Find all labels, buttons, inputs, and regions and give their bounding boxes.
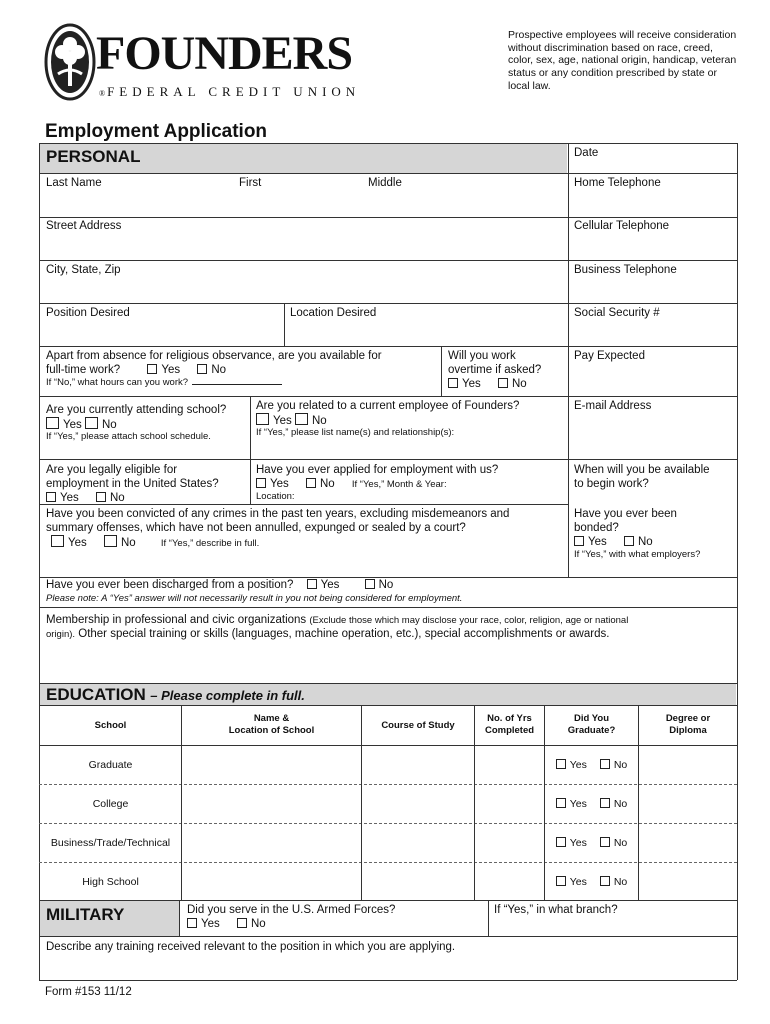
discharged-no-label: No: [378, 579, 394, 591]
related-note: If “Yes,” please list name(s) and relationship(s):: [256, 427, 455, 438]
highschool-years-field[interactable]: [475, 863, 543, 899]
fulltime-question: [46, 349, 382, 377]
checkbox-icon: [85, 417, 98, 429]
training-label: Describe any training received relevant to the position in which you are applying.: [46, 941, 456, 953]
applied-yes[interactable]: [256, 478, 289, 490]
last-name-label: Last Name: [46, 177, 102, 189]
bonded-yes-label: Yes: [588, 536, 607, 548]
crime-yes[interactable]: [51, 537, 87, 549]
school-question-text: Are you currently attending school?: [46, 404, 227, 416]
overtime-no-label: No: [511, 378, 527, 390]
applied-question-text: Have you ever applied for employment with us?: [256, 464, 499, 476]
graduate-yes[interactable]: [556, 759, 587, 771]
available-question-line2: to begin work?: [574, 478, 649, 490]
discharged-yes[interactable]: [307, 579, 340, 591]
eligible-yes[interactable]: [46, 492, 79, 504]
crime-no-label: No: [120, 537, 136, 549]
business-graduated-options: [545, 837, 638, 849]
school-yes-label: Yes: [63, 419, 82, 431]
membership-text-b: (Exclude those which may disclose your race, color, religion, age or national: [309, 615, 629, 626]
col-degree-header-line2: Diploma: [669, 725, 707, 736]
applied-location-label: Location:: [256, 491, 295, 502]
col-degree-header-line1: Degree or: [665, 713, 711, 724]
discharged-question: [46, 578, 393, 592]
street-address-field[interactable]: [40, 234, 567, 259]
checkbox-icon: [306, 478, 316, 488]
highschool-no[interactable]: [600, 876, 627, 888]
checkbox-icon: [600, 759, 610, 769]
overtime-no[interactable]: [498, 378, 527, 390]
checkbox-icon: [46, 417, 59, 429]
fulltime-yes-label: Yes: [161, 364, 181, 376]
college-no-label: No: [613, 798, 628, 810]
overtime-question-line1: Will you work: [448, 350, 516, 362]
eeo-notice: Prospective employees will receive consideration without discrimination based on race, creed, color, sex, age, national origin, handicap, veteran status or any condition prescribed by state or local law.: [508, 29, 737, 92]
checkbox-icon: [448, 378, 458, 388]
business-name-location-field[interactable]: [182, 824, 360, 861]
skills-label: [46, 627, 609, 641]
eligible-no[interactable]: [96, 492, 125, 504]
home-telephone-field[interactable]: [569, 191, 735, 216]
military-section-heading: MILITARY: [46, 905, 125, 924]
position-desired-label: Position Desired: [46, 307, 130, 319]
college-graduated-options: [545, 798, 638, 810]
school-no[interactable]: [85, 419, 117, 431]
graduate-no-label: No: [613, 759, 628, 771]
email-label: E-mail Address: [574, 400, 652, 412]
cellular-telephone-field[interactable]: [569, 234, 735, 259]
date-label: Date: [574, 147, 599, 159]
fulltime-hours-field[interactable]: [192, 384, 282, 385]
crime-question-line2: summary offenses, which have not been annulled, expunged or sealed by a court?: [46, 522, 466, 534]
city-state-zip-label: City, State, Zip: [46, 264, 121, 276]
membership-text-d: Other special training or skills (languages, machine operation, etc.), special accomplishments or awards.: [78, 628, 610, 640]
highschool-course-field[interactable]: [362, 863, 473, 899]
education-section-heading: [46, 685, 305, 705]
cotton-boll-logo-icon: [44, 22, 96, 102]
fulltime-question-line2: full-time work?: [46, 364, 121, 376]
applied-no[interactable]: [306, 478, 335, 490]
checkbox-icon: [574, 536, 584, 546]
discharged-yes-label: Yes: [320, 579, 340, 591]
graduate-yes-label: Yes: [569, 759, 587, 771]
fulltime-question-line1: Apart from absence for religious observance, are you available for: [46, 350, 382, 362]
fulltime-yes[interactable]: [147, 364, 180, 376]
membership-text-c: origin).: [46, 629, 76, 640]
overtime-yes-label: Yes: [462, 378, 481, 390]
available-question: [574, 463, 710, 491]
related-names-field[interactable]: [251, 441, 567, 458]
checkbox-icon: [51, 535, 64, 547]
armed-forces-no[interactable]: [237, 918, 266, 930]
col-graduate-header-line2: Graduate?: [567, 725, 616, 736]
crime-no[interactable]: [104, 537, 136, 549]
brand-subtitle-text: FEDERAL CREDIT UNION: [107, 84, 361, 99]
col-years-header: [475, 713, 544, 737]
date-field[interactable]: [569, 160, 735, 172]
applied-question: [256, 463, 498, 491]
checkbox-icon: [237, 918, 247, 928]
fulltime-hours-note: [46, 377, 282, 389]
applied-date-note: If “Yes,” Month & Year:: [351, 479, 447, 490]
form-number: Form #153 11/12: [45, 986, 132, 998]
checkbox-icon: [498, 378, 508, 388]
checkbox-icon: [556, 837, 566, 847]
highschool-yes[interactable]: [556, 876, 587, 888]
graduate-graduated-options: [545, 759, 638, 771]
checkbox-icon: [197, 364, 207, 374]
highschool-no-label: No: [613, 876, 628, 888]
business-no-label: No: [613, 837, 628, 849]
highschool-degree-field[interactable]: [639, 863, 736, 899]
social-security-field[interactable]: [569, 321, 735, 345]
branch-label: If “Yes,” in what branch?: [494, 904, 618, 916]
business-course-field[interactable]: [362, 824, 473, 861]
overtime-yes[interactable]: [448, 378, 481, 390]
highschool-name-location-field[interactable]: [182, 863, 360, 899]
col-name-header-line2: Location of School: [228, 725, 315, 736]
location-desired-field[interactable]: [285, 321, 567, 345]
related-question-text: Are you related to a current employee of Founders?: [256, 400, 520, 412]
col-name-header-line1: Name &: [253, 713, 290, 724]
checkbox-icon: [624, 536, 634, 546]
table-row-college-label: College: [92, 798, 129, 810]
college-years-field[interactable]: [475, 785, 543, 822]
membership-label: [46, 613, 628, 627]
registered-mark: ®: [99, 89, 106, 98]
checkbox-icon: [307, 579, 317, 589]
street-address-label: Street Address: [46, 220, 122, 232]
personal-section-heading: PERSONAL: [46, 147, 141, 166]
business-yes-label: Yes: [569, 837, 587, 849]
col-graduate-header: [545, 713, 638, 737]
table-row-highschool-label: High School: [82, 876, 139, 888]
checkbox-icon: [600, 837, 610, 847]
related-no[interactable]: [295, 415, 327, 427]
checkbox-icon: [187, 918, 197, 928]
fulltime-hours-note-text: If “No,” what hours can you work?: [46, 377, 189, 388]
checkbox-icon: [46, 492, 56, 502]
college-name-location-field[interactable]: [182, 785, 360, 822]
col-course-header: Course of Study: [381, 720, 455, 731]
graduate-course-field[interactable]: [362, 746, 473, 783]
middle-name-label: Middle: [368, 177, 402, 189]
business-telephone-label: Business Telephone: [574, 264, 677, 276]
checkbox-icon: [256, 478, 266, 488]
armed-forces-question: [187, 903, 395, 931]
bonded-no-label: No: [637, 536, 653, 548]
college-no[interactable]: [600, 798, 627, 810]
checkbox-icon: [600, 876, 610, 886]
checkbox-icon: [295, 413, 308, 425]
brand-subtitle: [99, 84, 360, 100]
social-security-label: Social Security #: [574, 307, 660, 319]
email-field[interactable]: [569, 414, 735, 458]
col-school-header: School: [94, 720, 127, 731]
table-row-business-label: Business/Trade/Technical: [50, 837, 171, 849]
business-telephone-field[interactable]: [569, 278, 735, 302]
membership-text-a: Membership in professional and civic organizations: [46, 614, 307, 626]
discharged-note: Please note: A “Yes” answer will not necessarily result in you not being considered for employment.: [46, 593, 463, 604]
page-title: Employment Application: [45, 121, 268, 142]
checkbox-icon: [256, 413, 269, 425]
crime-question-line1: Have you been convicted of any crimes in the past ten years, excluding misdemeanors and: [46, 508, 510, 520]
college-degree-field[interactable]: [639, 785, 736, 822]
pay-expected-label: Pay Expected: [574, 350, 645, 362]
highschool-graduated-options: [545, 876, 638, 888]
checkbox-icon: [600, 798, 610, 808]
checkbox-icon: [556, 759, 566, 769]
col-name-location-header: [182, 713, 361, 737]
bonded-yes[interactable]: [574, 536, 607, 548]
crime-yes-label: Yes: [68, 537, 87, 549]
crime-question: [46, 507, 509, 550]
brand-name: FOUNDERS: [96, 27, 353, 80]
armed-forces-yes[interactable]: [187, 918, 220, 930]
bonded-question-line2: bonded?: [574, 522, 619, 534]
checkbox-icon: [556, 798, 566, 808]
col-years-header-line2: Completed: [484, 725, 535, 736]
business-degree-field[interactable]: [639, 824, 736, 861]
bonded-employers-note: If “Yes,” with what employers?: [574, 549, 701, 560]
armed-forces-question-text: Did you serve in the U.S. Armed Forces?: [187, 904, 396, 916]
graduate-years-field[interactable]: [475, 746, 543, 783]
crime-describe-note: If “Yes,” describe in full.: [160, 538, 260, 549]
school-schedule-note: If “Yes,” please attach school schedule.: [46, 431, 211, 442]
pay-expected-field[interactable]: [569, 364, 735, 395]
checkbox-icon: [556, 876, 566, 886]
school-no-label: No: [101, 419, 117, 431]
graduate-name-location-field[interactable]: [182, 746, 360, 783]
first-name-label: First: [239, 177, 262, 189]
business-years-field[interactable]: [475, 824, 543, 861]
school-question: [46, 403, 226, 432]
fulltime-no-label: No: [211, 364, 227, 376]
discharged-question-text: Have you ever been discharged from a position?: [46, 579, 294, 591]
armed-forces-yes-label: Yes: [201, 918, 220, 930]
crime-description-field[interactable]: [40, 550, 567, 576]
checkbox-icon: [96, 492, 106, 502]
branch-field[interactable]: [489, 918, 736, 935]
graduate-degree-field[interactable]: [639, 746, 736, 783]
education-subtitle: – Please complete in full.: [150, 688, 305, 703]
fulltime-no[interactable]: [197, 364, 226, 376]
membership-field[interactable]: [40, 643, 736, 682]
bonded-no[interactable]: [624, 536, 653, 548]
business-no[interactable]: [600, 837, 627, 849]
overtime-question: [448, 349, 541, 391]
bonded-question: [574, 507, 677, 549]
related-yes[interactable]: [256, 415, 292, 427]
training-field[interactable]: [40, 955, 736, 979]
applied-no-label: No: [319, 478, 335, 490]
col-degree-header: [639, 713, 737, 737]
related-no-label: No: [311, 415, 327, 427]
home-telephone-label: Home Telephone: [574, 177, 661, 189]
col-graduate-header-line1: Did You: [573, 713, 609, 724]
eligible-question: [46, 463, 219, 505]
col-years-header-line1: No. of Yrs: [487, 713, 532, 724]
bonded-question-line1: Have you ever been: [574, 508, 677, 520]
position-desired-field[interactable]: [40, 321, 283, 345]
college-yes[interactable]: [556, 798, 587, 810]
college-yes-label: Yes: [569, 798, 587, 810]
related-yes-label: Yes: [273, 415, 292, 427]
business-yes[interactable]: [556, 837, 587, 849]
available-question-line1: When will you be available: [574, 464, 710, 476]
eligible-question-line1: Are you legally eligible for: [46, 464, 178, 476]
checkbox-icon: [104, 535, 117, 547]
eligible-yes-label: Yes: [60, 492, 79, 504]
armed-forces-no-label: No: [250, 918, 266, 930]
highschool-yes-label: Yes: [569, 876, 587, 888]
school-yes[interactable]: [46, 419, 82, 431]
eligible-question-line2: employment in the United States?: [46, 478, 219, 490]
graduate-no[interactable]: [600, 759, 627, 771]
location-desired-label: Location Desired: [290, 307, 377, 319]
related-question: [256, 399, 519, 428]
cellular-telephone-label: Cellular Telephone: [574, 220, 670, 232]
name-field[interactable]: [40, 191, 567, 216]
checkbox-icon: [365, 579, 375, 589]
city-state-zip-field[interactable]: [40, 278, 567, 302]
eligible-no-label: No: [109, 492, 125, 504]
overtime-question-line2: overtime if asked?: [448, 364, 542, 376]
college-course-field[interactable]: [362, 785, 473, 822]
discharged-no[interactable]: [365, 579, 394, 591]
education-title: EDUCATION: [46, 685, 146, 704]
applied-yes-label: Yes: [270, 478, 289, 490]
table-row-graduate-label: Graduate: [88, 759, 133, 771]
checkbox-icon: [147, 364, 157, 374]
